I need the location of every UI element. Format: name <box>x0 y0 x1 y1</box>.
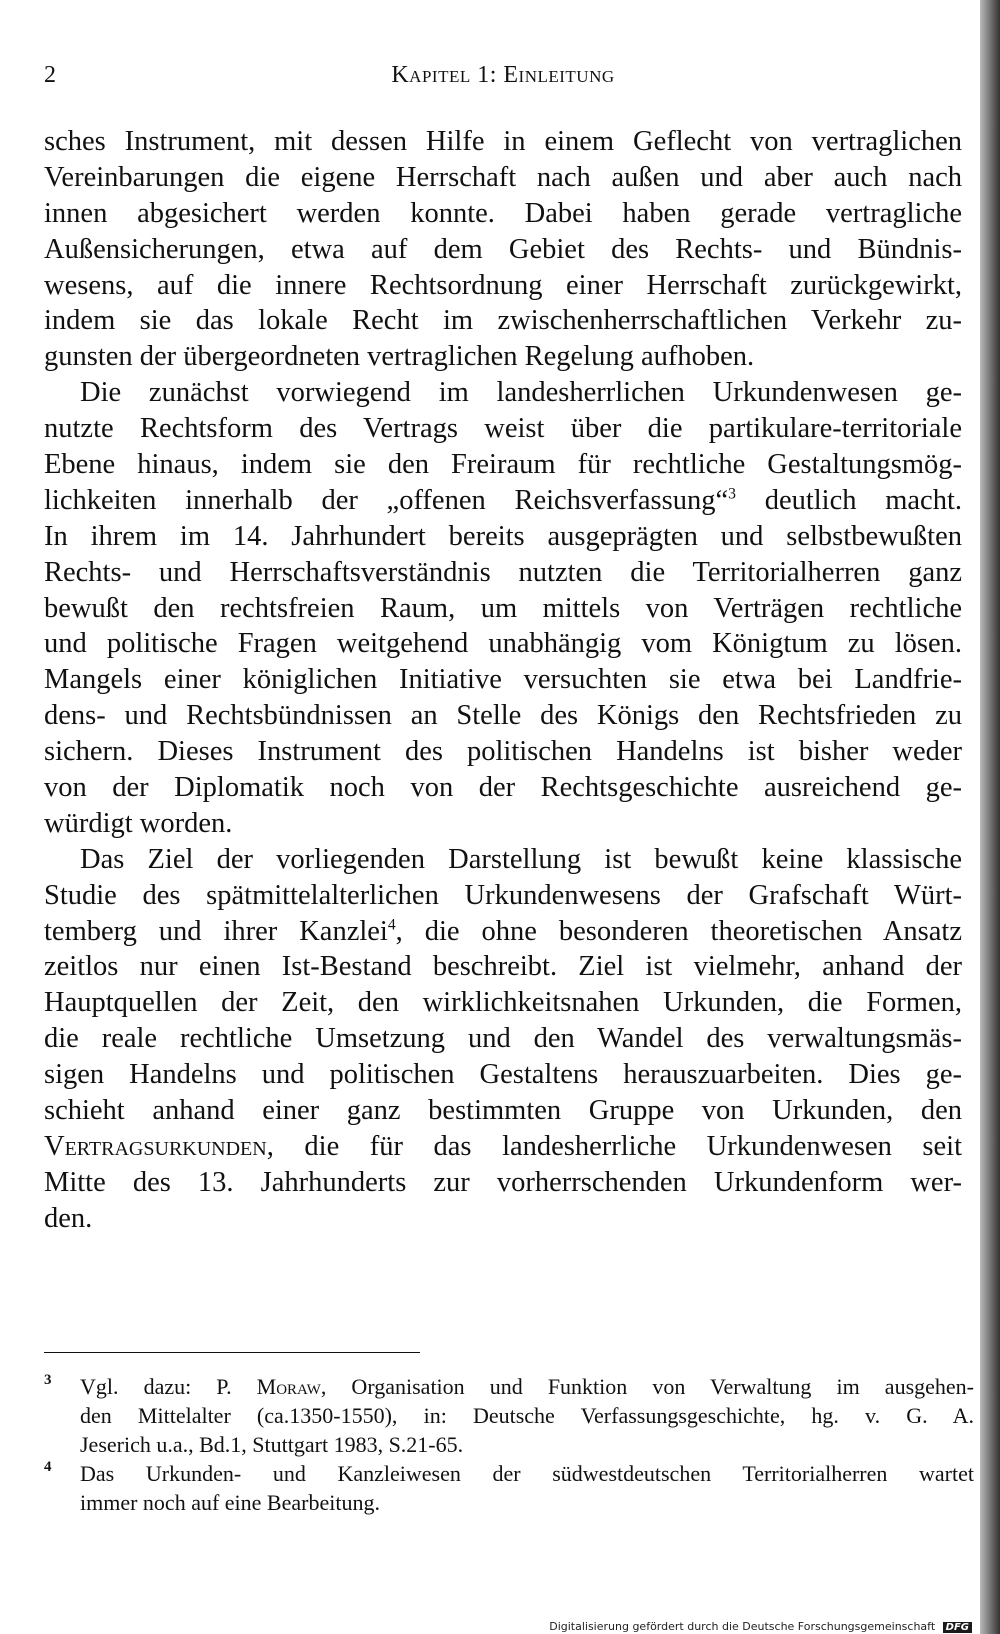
text-segment: deutlich macht. <box>735 484 962 516</box>
text-line: von der Diplomatik noch von der Rechtsgeschichte ausreichend ge- <box>44 772 962 804</box>
text-line: und politische Fragen weitgehend unabhängig vom Königtum zu lösen. <box>44 628 962 660</box>
footnote-ref: 3 <box>728 485 736 503</box>
text-line: bewußt den rechtsfreien Raum, um mittels von Verträgen rechtliche <box>44 592 962 624</box>
footnote-line: Das Urkunden- und Kanzleiwesen der südwestdeutschen Territorialherren wartet <box>80 1461 974 1486</box>
author-name: Moraw <box>256 1374 321 1399</box>
footnote-line: immer noch auf eine Bearbeitung. <box>80 1490 380 1515</box>
text-line: Die zunächst vorwiegend im landesherrlichen Urkundenwesen ge- <box>80 377 962 409</box>
page-header <box>44 58 962 94</box>
text-line: indem sie das lokale Recht im zwischenherrschaftlichen Verkehr zu- <box>44 305 962 337</box>
footnote-4 <box>44 1459 974 1517</box>
text-line: In ihrem im 14. Jahrhundert bereits ausgeprägten und selbstbewußten <box>44 520 962 552</box>
paragraph-3 <box>44 842 962 1237</box>
text-line: schieht anhand einer ganz bestimmten Gruppe von Urkunden, den <box>44 1095 962 1127</box>
text-line: innen abgesichert werden konnte. Dabei haben gerade vertragliche <box>44 197 962 229</box>
footnote-3 <box>44 1372 974 1459</box>
text-line: sigen Handelns und politischen Gestaltens herauszuarbeiten. Dies ge- <box>44 1059 962 1091</box>
text-line: wesens, auf die innere Rechtsordnung einer Herrschaft zurückgewirkt, <box>44 269 962 301</box>
text-line <box>44 483 962 519</box>
footnote-line: den Mittelalter (ca.1350-1550), in: Deutsche Verfassungsgeschichte, hg. v. G. A. <box>80 1403 974 1428</box>
text-line: Hauptquellen der Zeit, den wirklichkeitsnahen Urkunden, die Formen, <box>44 987 962 1019</box>
footnote-line: Jeserich u.a., Bd.1, Stuttgart 1983, S.21-65. <box>80 1432 464 1457</box>
text-line: Das Ziel der vorliegenden Darstellung ist bewußt keine klassische <box>80 843 962 875</box>
text-line <box>44 1129 962 1165</box>
footnotes <box>44 1372 974 1517</box>
text-line: gunsten der übergeordneten vertraglichen Regelung aufhoben. <box>44 341 755 373</box>
text-line: nutzte Rechtsform des Vertrags weist über die partikulare-territoriale <box>44 413 962 445</box>
text-line: Vereinbarungen die eigene Herrschaft nach außen und aber auch nach <box>44 161 962 193</box>
paragraph-1 <box>44 124 962 375</box>
text-line: Ebene hinaus, indem sie den Freiraum für rechtliche Gestaltungsmög- <box>44 449 962 481</box>
footnote-separator <box>44 1352 420 1353</box>
page-number: 2 <box>44 62 56 88</box>
footnote-ref: 4 <box>387 916 396 934</box>
text-line: dens- und Rechtsbündnissen an Stelle des Königs den Rechtsfrieden zu <box>44 700 962 732</box>
dfg-logo: DFG <box>943 1622 972 1633</box>
text-line: sches Instrument, mit dessen Hilfe in einem Geflecht von vertraglichen <box>44 126 962 157</box>
running-head: Kapitel 1: Einleitung <box>391 62 615 88</box>
text-line: Außensicherungen, etwa auf dem Gebiet des Rechts- und Bündnis- <box>44 233 962 265</box>
text-line: den. <box>44 1202 93 1234</box>
text-line: zeitlos nur einen Ist-Bestand beschreibt. Ziel ist vielmehr, anhand der <box>44 951 962 983</box>
text-segment: , die für das landesherrliche Urkundenwesen seit <box>266 1130 962 1162</box>
credit-text: Digitalisierung gefördert durch die Deutsche Forschungsgemeinschaft <box>549 1620 936 1633</box>
text-segment: , die ohne besonderen theoretischen Ansatz <box>395 915 962 947</box>
text-line: würdigt worden. <box>44 807 233 839</box>
paragraph-2 <box>44 375 962 842</box>
text-line: Studie des spätmittelalterlichen Urkundenwesens der Grafschaft Würt- <box>44 879 962 911</box>
text-segment: , Organisation und Funktion von Verwaltung im ausgehen- <box>320 1374 974 1399</box>
text-line <box>44 914 962 950</box>
text-line: Mitte des 13. Jahrhunderts zur vorherrschenden Urkundenform wer- <box>44 1166 962 1198</box>
body-text <box>44 124 962 1237</box>
text-line: sichern. Dieses Instrument des politischen Handelns ist bisher weder <box>44 736 962 768</box>
footnote-number: 4 <box>44 1459 52 1475</box>
text-line: Rechts- und Herrschaftsverständnis nutzten die Territorialherren ganz <box>44 556 962 588</box>
book-spine-shadow <box>980 0 1000 1634</box>
footnote-line <box>80 1372 974 1401</box>
text-segment: Vgl. dazu: P. <box>80 1374 257 1399</box>
small-caps-term: Vertragsurkunden <box>44 1130 267 1162</box>
text-segment: temberg und ihrer Kanzlei <box>44 915 388 947</box>
digitization-credit <box>549 1620 972 1633</box>
footnote-number: 3 <box>44 1372 52 1388</box>
text-segment: lichkeiten innerhalb der „offenen Reichsverfassung“ <box>44 484 729 516</box>
text-line: die reale rechtliche Umsetzung und den Wandel des verwaltungsmäs- <box>44 1023 962 1055</box>
text-line: Mangels einer königlichen Initiative versuchten sie etwa bei Landfrie- <box>44 664 962 696</box>
